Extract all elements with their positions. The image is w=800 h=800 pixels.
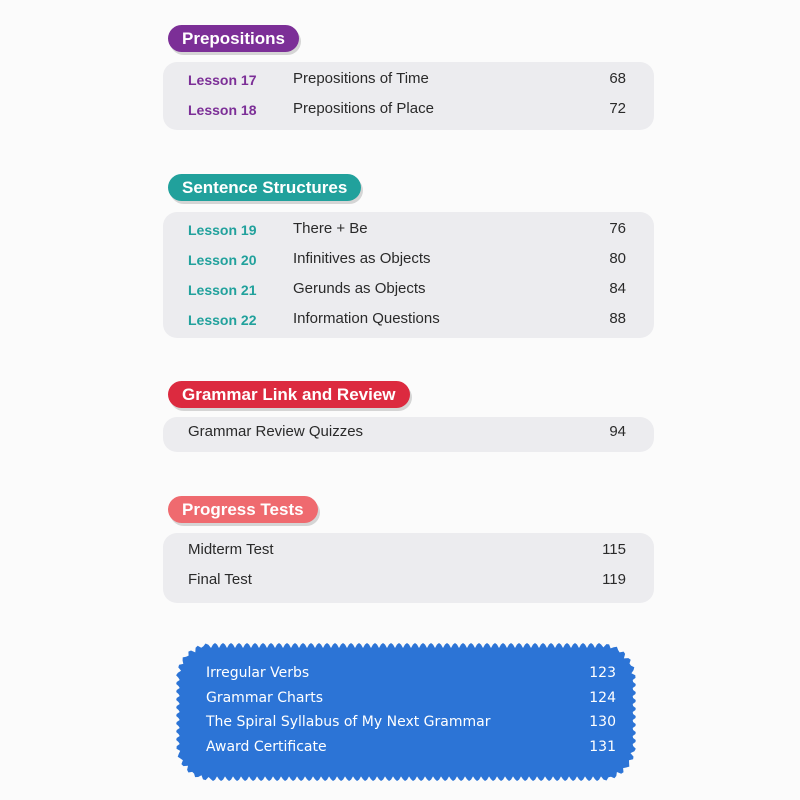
page-number: 80: [609, 250, 626, 267]
appendix-row[interactable]: [206, 688, 616, 713]
appendix-title: The Spiral Syllabus of My Next Grammar: [206, 714, 491, 730]
page-number: 119: [602, 571, 626, 588]
page-number: 130: [589, 714, 616, 730]
page-number: 123: [589, 665, 616, 681]
page-number: 84: [609, 280, 626, 297]
lesson-number: Lesson 21: [188, 282, 257, 298]
item-title: Grammar Review Quizzes: [188, 423, 364, 440]
lesson-title: Prepositions of Time: [293, 70, 429, 87]
lesson-number: Lesson 20: [188, 252, 257, 268]
lesson-title: There + Be: [293, 220, 368, 237]
item-title: Final Test: [188, 571, 252, 588]
section-heading-sentence-structures: Sentence Structures: [168, 174, 361, 201]
toc-row[interactable]: [163, 246, 654, 276]
page-number: 131: [589, 738, 616, 755]
page-number: 76: [609, 220, 626, 237]
section-heading-progress-tests: Progress Tests: [168, 496, 318, 523]
appendix-title: Irregular Verbs: [206, 665, 310, 681]
toc-row[interactable]: [163, 216, 654, 246]
appendix-box: [175, 642, 637, 782]
lesson-number: Lesson 18: [188, 102, 257, 118]
section-heading-prepositions: Prepositions: [168, 25, 299, 52]
section-panel-prepositions: [163, 62, 654, 130]
section-panel-grammar-link: [163, 417, 654, 452]
section-panel-progress-tests: [163, 533, 654, 603]
lesson-title: Prepositions of Place: [293, 100, 434, 117]
appendix-title: Grammar Charts: [206, 689, 324, 706]
lesson-title: Infinitives as Objects: [293, 250, 431, 267]
toc-row[interactable]: [163, 306, 654, 336]
lesson-number: Lesson 19: [188, 222, 257, 238]
page-number: 115: [602, 541, 626, 558]
section-panel-sentence-structures: [163, 212, 654, 338]
page-number: 68: [609, 70, 626, 87]
toc-row[interactable]: [163, 567, 654, 597]
appendix-title: Award Certificate: [206, 738, 327, 755]
toc-row[interactable]: [163, 537, 654, 567]
appendix-row[interactable]: [206, 712, 616, 737]
lesson-title: Information Questions: [293, 310, 440, 327]
page-number: 88: [609, 310, 626, 327]
page-number: 94: [609, 423, 626, 440]
appendix-row[interactable]: [206, 663, 616, 688]
lesson-title: Gerunds as Objects: [293, 280, 426, 297]
toc-row[interactable]: [163, 419, 654, 449]
toc-row[interactable]: [163, 96, 654, 126]
toc-row[interactable]: [163, 276, 654, 306]
page-number: 124: [589, 689, 616, 706]
lesson-number: Lesson 22: [188, 312, 257, 328]
lesson-number: Lesson 17: [188, 72, 257, 88]
page-number: 72: [609, 100, 626, 117]
appendix-row[interactable]: [206, 737, 616, 762]
section-heading-grammar-link: Grammar Link and Review: [168, 381, 410, 408]
item-title: Midterm Test: [188, 541, 274, 558]
toc-row[interactable]: [163, 66, 654, 96]
